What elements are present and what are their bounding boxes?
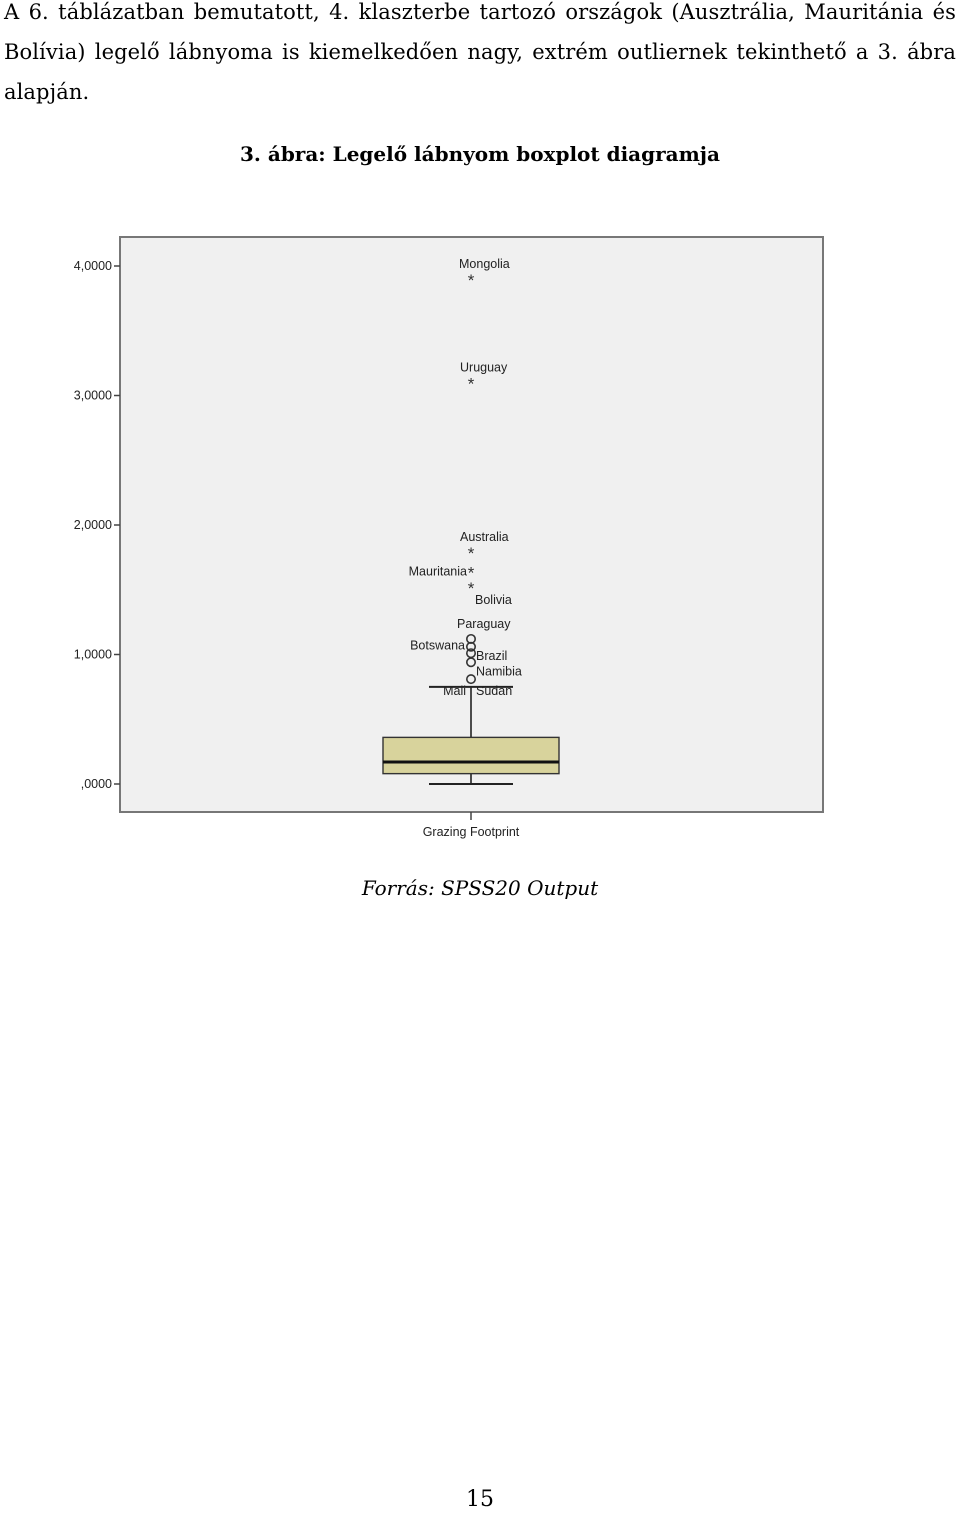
extreme-star-point: * — [467, 563, 475, 583]
y-tick-label: ,0000 — [80, 777, 112, 791]
outlier-label: Sudan — [476, 684, 513, 699]
extreme-label: Australia — [460, 530, 509, 545]
extreme-label: Mongolia — [459, 256, 510, 271]
y-tick-label: 3,0000 — [73, 388, 112, 403]
body-paragraph: A 6. táblázatban bemutatott, 4. klaszterbe tartozó országok (Ausztrália, Mauritánia és Bolívia) legelő lábnyoma is kiemelkedően nagy, extrém outliernek tekinthető a 3. ábra alapján. — [4, 0, 956, 104]
x-axis-label: Grazing Footprint — [422, 825, 520, 839]
extreme-label: Mauritania — [408, 564, 467, 579]
figure-caption: 3. ábra: Legelő lábnyom boxplot diagramja — [240, 142, 720, 166]
source-note: Forrás: SPSS20 Output — [361, 876, 599, 900]
extreme-star-point: * — [467, 374, 475, 394]
extreme-label: Uruguay — [460, 360, 508, 375]
box-iqr — [383, 737, 559, 773]
outlier-label: Botswana — [410, 638, 465, 653]
y-tick-label: 4,0000 — [73, 259, 112, 273]
y-tick-label: 1,0000 — [73, 647, 112, 662]
extreme-star-point: * — [467, 579, 475, 599]
outlier-label: Mali — [443, 684, 466, 699]
page-number: 15 — [466, 1487, 494, 1512]
extreme-star-point: * — [467, 544, 475, 564]
extreme-star-point: * — [467, 270, 475, 290]
outlier-label: Brazil — [476, 649, 508, 664]
boxplot-svg — [58, 225, 838, 845]
outlier-label: Namibia — [476, 664, 522, 679]
outlier-label: Paraguay — [457, 616, 511, 631]
y-tick-label: 2,0000 — [73, 518, 112, 532]
boxplot-chart — [58, 225, 838, 845]
extreme-label: Bolivia — [475, 593, 512, 608]
